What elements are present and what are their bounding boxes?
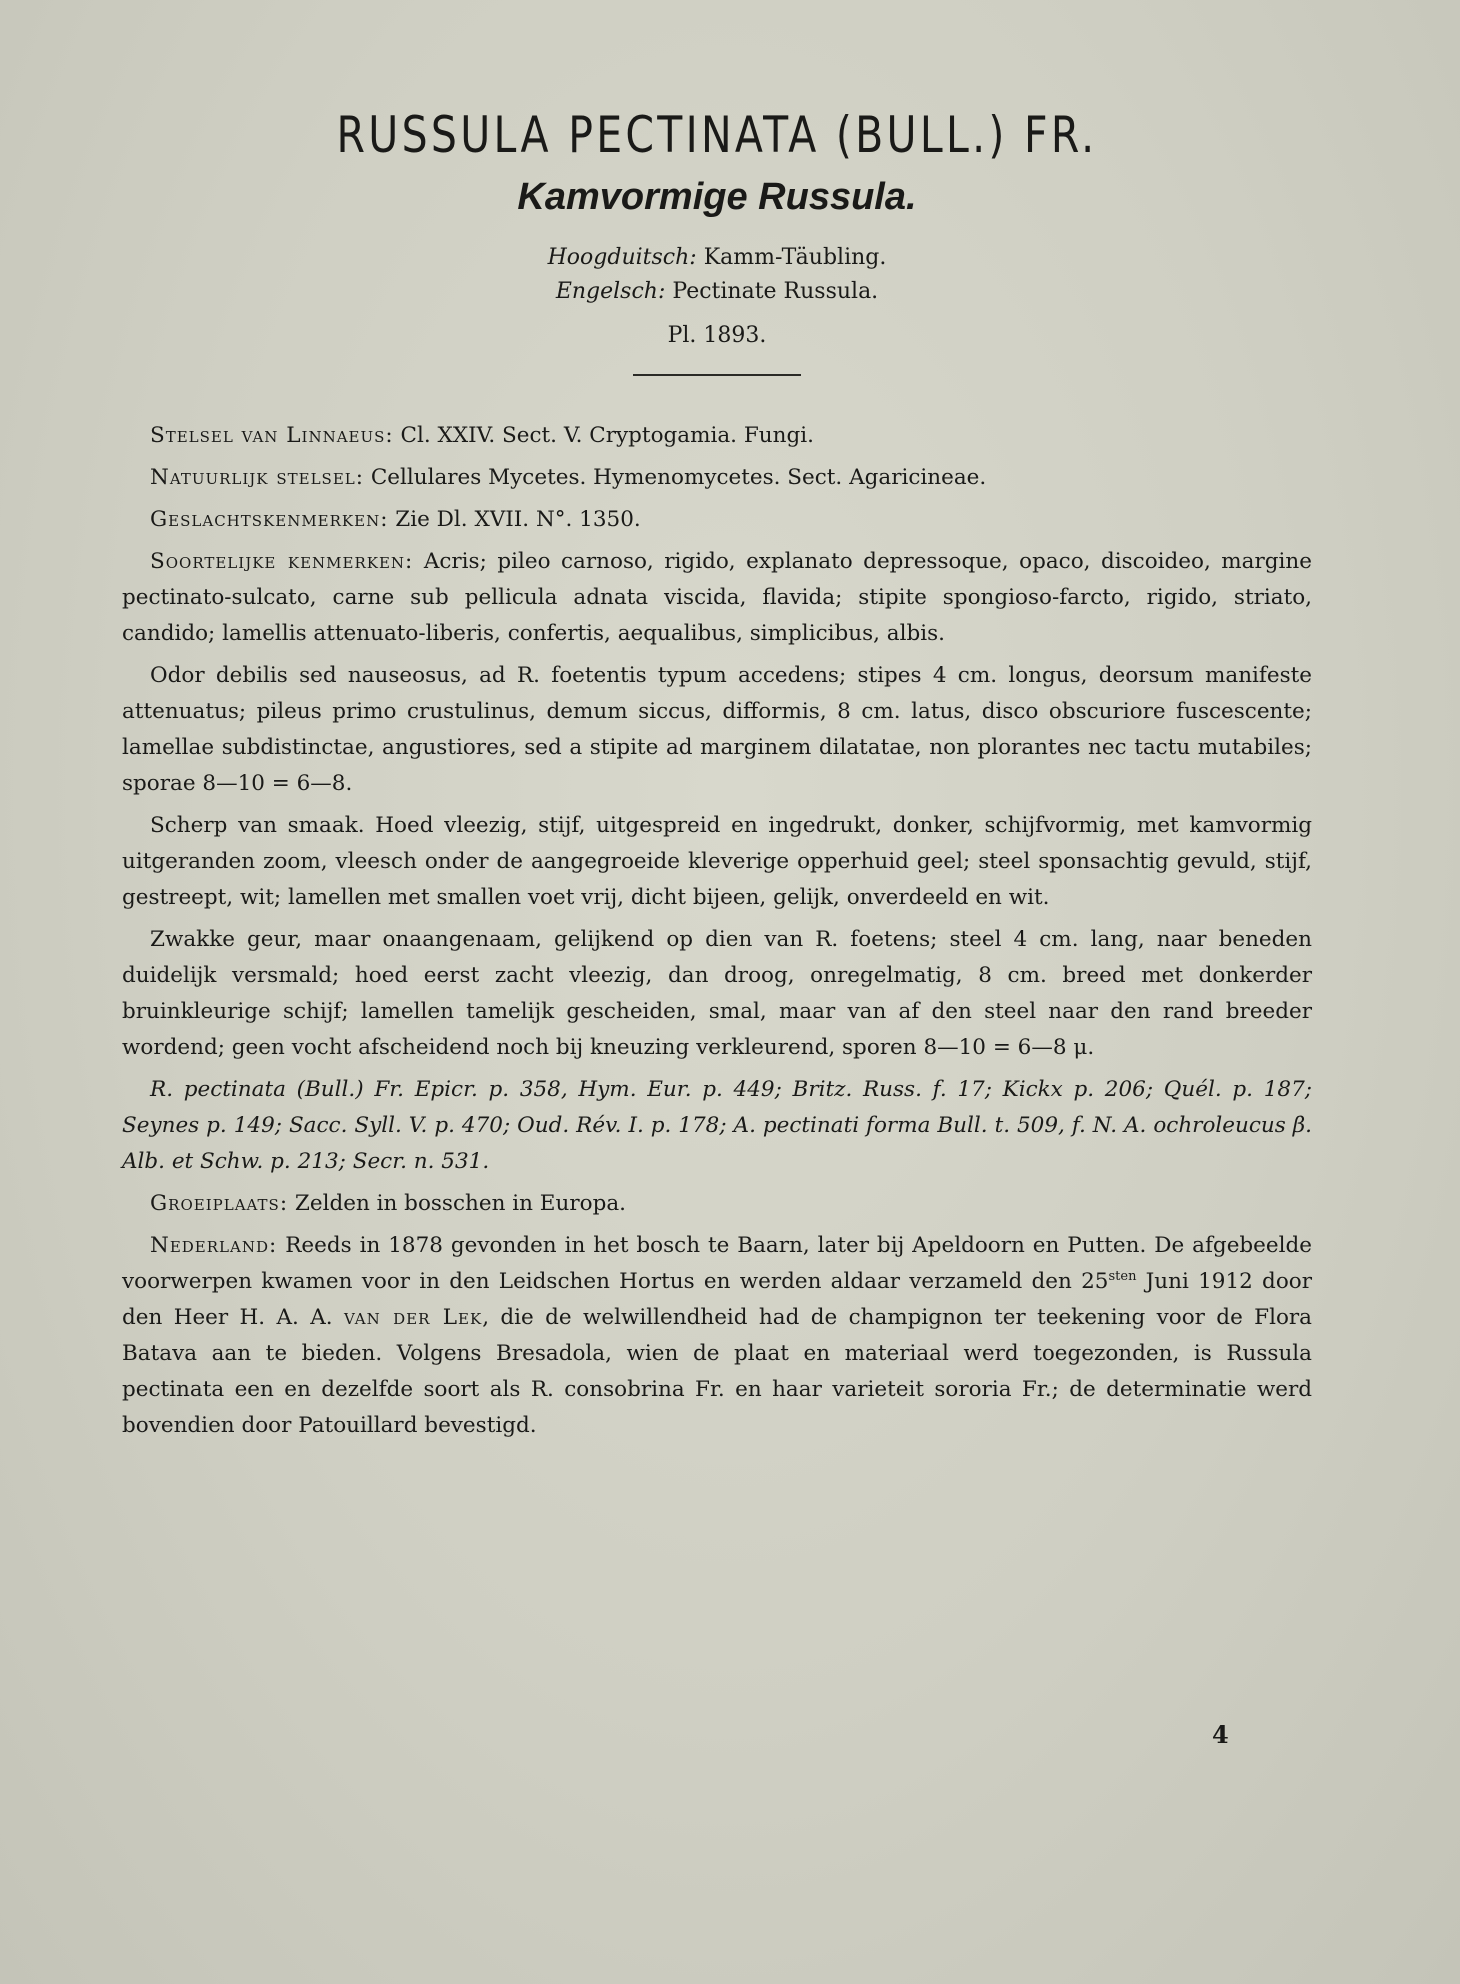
netherlands-text-c: , die de welwillendheid had de champignon ter teekening voor de Flora Batava aan te bieden. Volgens Bresadola, wien de plaat en materiaal werd toegezonden, is Russula pectinata een en dezelfde soort als R. consobrina Fr. en haar varieteit sororia Fr.; de determinatie werd bovendien door Patouillard bevestigd. bbox=[122, 1305, 1312, 1438]
section-species bbox=[122, 544, 1312, 652]
superscript: sten bbox=[1108, 1269, 1137, 1284]
english-label: Engelsch: bbox=[555, 279, 666, 304]
plate-number: Pl. 1893. bbox=[667, 323, 767, 348]
netherlands-text-b: Juni 1912 door den Heer H. A. A. bbox=[122, 1269, 1312, 1330]
netherlands-text-a: Reeds in 1878 gevonden in het bosch te Baarn, later bij Apeldoorn en Putten. De afgebeelde voorwerpen kwamen voor in den Leidschen Hortus en werden aldaar verzameld den 25 bbox=[122, 1233, 1312, 1294]
section-netherlands bbox=[122, 1228, 1312, 1444]
habitat-text: Zelden in bosschen in Europa. bbox=[294, 1191, 626, 1216]
body-text bbox=[122, 418, 1312, 1444]
habitat-label: Groeiplaats: bbox=[150, 1191, 289, 1216]
section-label: Soortelijke kenmerken: bbox=[150, 549, 414, 574]
section-habitat bbox=[122, 1186, 1312, 1222]
netherlands-label: Nederland: bbox=[150, 1233, 278, 1258]
collector-name: van der Lek bbox=[343, 1305, 483, 1330]
german-name-line bbox=[122, 241, 1312, 275]
page-number: 4 bbox=[1212, 1720, 1229, 1749]
dutch-name: Kamvormige Russula. bbox=[517, 176, 917, 218]
section-linnaeus bbox=[122, 418, 1312, 454]
section-natural-system bbox=[122, 460, 1312, 496]
section-label: Natuurlijk stelsel: bbox=[150, 465, 364, 490]
section-text: Acris; pileo carnoso, rigido, explanato depressoque, opaco, discoideo, margine pectinato-sulcato, carne sub pellicula adnata viscida, flavida; stipite spongioso-farcto, rigido, striato, candido; lamellis attenuato-liberis, confertis, aequalibus, simplicibus, albis. bbox=[122, 549, 1312, 646]
page-content bbox=[122, 100, 1312, 1450]
german-label: Hoogduitsch: bbox=[547, 245, 697, 270]
vernacular-names bbox=[122, 241, 1312, 309]
paragraph-latin-description: Odor debilis sed nauseosus, ad R. foetentis typum accedens; stipes 4 cm. longus, deorsum manifeste attenuatus; pileus primo crustulinus, demum siccus, difformis, 8 cm. latus, disco obscuriore fuscescente; lamellae subdistinctae, angustiores, sed a stipite ad marginem dilatatae, non plorantes nec tactu mutabiles; sporae 8—10 = 6—8. bbox=[122, 663, 1312, 796]
german-name: Kamm-Täubling. bbox=[703, 245, 887, 270]
section-text: Cellulares Mycetes. Hymenomycetes. Sect. Agaricineae. bbox=[370, 465, 987, 490]
paragraph-dutch-description: Scherp van smaak. Hoed vleezig, stijf, uitgespreid en ingedrukt, donker, schijfvormig, met kamvormig uitgeranden zoom, vleesch onder de aangegroeide kleverige opperhuid geel; steel sponsachtig gevuld, stijf, gestreept, wit; lamellen met smallen voet vrij, dicht bijeen, gelijk, onverdeeld en wit. bbox=[122, 813, 1312, 910]
english-name-line bbox=[122, 275, 1312, 309]
header-block bbox=[122, 106, 1312, 376]
header-divider bbox=[633, 374, 801, 376]
paragraph-dutch-odor: Zwakke geur, maar onaangenaam, gelijkend op dien van R. foetens; steel 4 cm. lang, naar beneden duidelijk versmald; hoed eerst zacht vleezig, dan droog, onregelmatig, 8 cm. breed met donkerder bruinkleurige schijf; lamellen tamelijk gescheiden, smal, maar van af den steel naar den rand breeder wordend; geen vocht afscheidend noch bij kneuzing verkleurend, sporen 8—10 = 6—8 μ. bbox=[122, 927, 1312, 1060]
section-label: Geslachtskenmerken: bbox=[150, 507, 389, 532]
page-title: RUSSULA PECTINATA (BULL.) FR. bbox=[336, 106, 1098, 164]
section-text: Cl. XXIV. Sect. V. Cryptogamia. Fungi. bbox=[400, 423, 814, 448]
english-name: Pectinate Russula. bbox=[672, 279, 879, 304]
section-label: Stelsel van Linnaeus: bbox=[150, 423, 394, 448]
section-text: Zie Dl. XVII. N°. 1350. bbox=[395, 507, 641, 532]
references: R. pectinata (Bull.) Fr. Epicr. p. 358, Hym. Eur. p. 449; Britz. Russ. f. 17; Kickx p. 206; Quél. p. 187; Seynes p. 149; Sacc. Syll. V. p. 470; Oud. Rév. I. p. 178; A. pectinati forma Bull. t. 509, f. N. A. ochroleucus β. Alb. et Schw. p. 213; Secr. n. 531. bbox=[122, 1077, 1312, 1174]
section-genus bbox=[122, 502, 1312, 538]
